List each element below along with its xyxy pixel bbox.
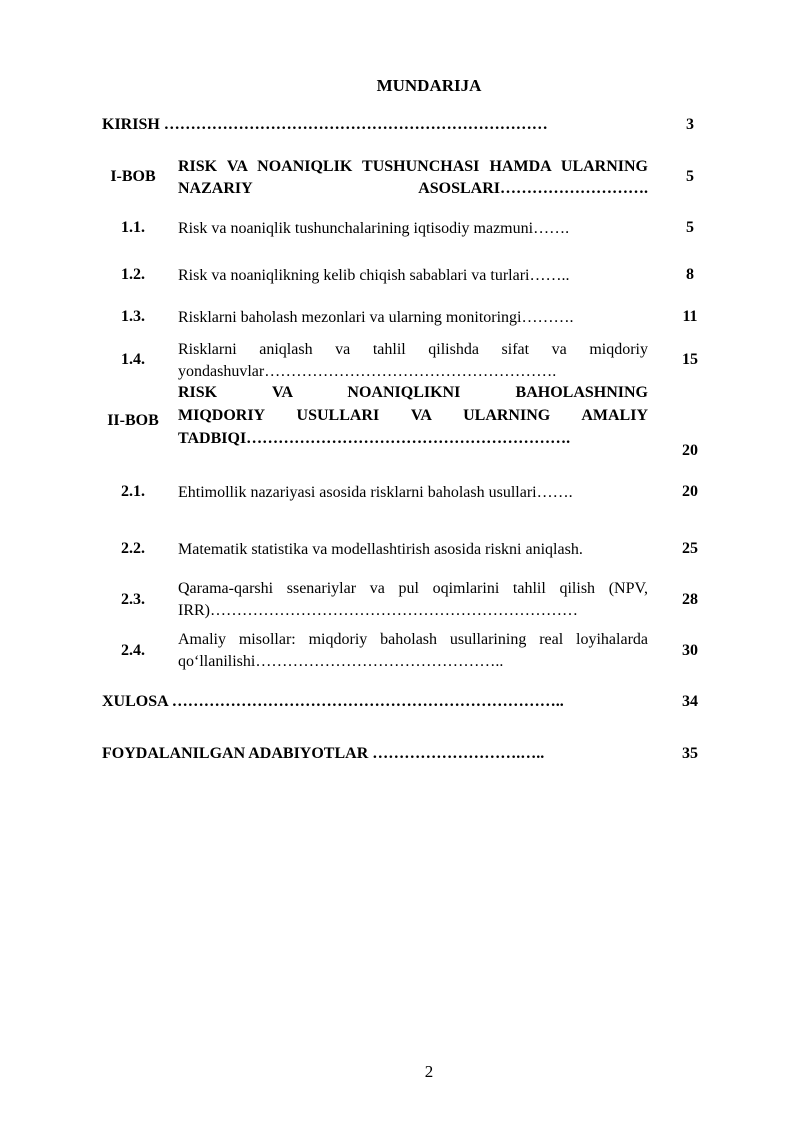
toc-page: 35	[682, 745, 698, 762]
toc-page: 25	[682, 540, 698, 557]
toc-chapter-title[interactable]: RISK VA NOANIQLIK TUSHUNCHASI HAMDA ULARNING NAZARIY ASOSLARI……………………….	[178, 158, 648, 197]
toc-page-kirish: 3	[686, 116, 694, 133]
toc-section-number: 2.1.	[121, 483, 145, 500]
toc-page: 34	[682, 693, 698, 710]
toc-entry-kirish[interactable]: KIRISH ………………………………………………………………	[102, 116, 548, 133]
toc-section-title[interactable]: Risklarni aniqlash va tahlil qilishda sifat va miqdoriy yondashuvlar……………………………………………….	[178, 341, 648, 380]
toc-section-title[interactable]: Amaliy misollar: miqdoriy baholash usullarining real loyihalarda qo‘llanilishi………………………………………..	[178, 631, 648, 670]
toc-section-title[interactable]: Qarama-qarshi ssenariylar va pul oqimlarini tahlil qilish (NPV, IRR)……………………………………………………………	[178, 580, 648, 619]
toc-section-title[interactable]: Ehtimollik nazariyasi asosida risklarni baholash usullari…….	[178, 484, 573, 501]
toc-section-number: 2.3.	[121, 591, 145, 608]
toc-page: 30	[682, 642, 698, 659]
toc-chapter-number: II-BOB	[107, 412, 159, 429]
toc-entry-references[interactable]: FOYDALANILGAN ADABIYOTLAR ……………………….…..	[102, 745, 545, 762]
toc-section-number: 1.1.	[121, 219, 145, 236]
toc-section-number: 1.4.	[121, 351, 145, 368]
toc-page: 20	[682, 483, 698, 500]
toc-section-number: 1.2.	[121, 266, 145, 283]
toc-section-title[interactable]: Risklarni baholash mezonlari va ularning monitoringi……….	[178, 309, 574, 326]
toc-section-number: 2.4.	[121, 642, 145, 659]
toc-section-number: 2.2.	[121, 540, 145, 557]
toc-section-number: 1.3.	[121, 308, 145, 325]
toc-title: MUNDARIJA	[376, 76, 482, 95]
page-number: 2	[424, 1062, 434, 1081]
toc-chapter-number: I-BOB	[110, 168, 156, 185]
toc-page: 8	[686, 266, 694, 283]
toc-page: 5	[686, 168, 694, 185]
toc-page: 20	[682, 442, 698, 459]
toc-entry-xulosa[interactable]: XULOSA ………………………………………………………………..	[102, 693, 564, 710]
toc-section-title[interactable]: Risk va noaniqlik tushunchalarining iqtisodiy mazmuni…….	[178, 220, 570, 237]
toc-chapter-title-line3[interactable]: TADBIQI…………………………………………………….	[178, 430, 571, 447]
toc-page: 11	[682, 308, 698, 325]
toc-page: 15	[682, 351, 698, 368]
toc-section-title[interactable]: Risk va noaniqlikning kelib chiqish sabablari va turlari……..	[178, 267, 570, 284]
toc-page: 28	[682, 591, 698, 608]
toc-chapter-title-line2[interactable]: MIQDORIY USULLARI VA ULARNING AMALIY	[178, 407, 648, 424]
toc-section-title[interactable]: Matematik statistika va modellashtirish asosida riskni aniqlash.	[178, 541, 583, 558]
toc-page: 5	[686, 219, 694, 236]
toc-chapter-title-line1[interactable]: RISK VA NOANIQLIKNI BAHOLASHNING	[178, 384, 648, 401]
